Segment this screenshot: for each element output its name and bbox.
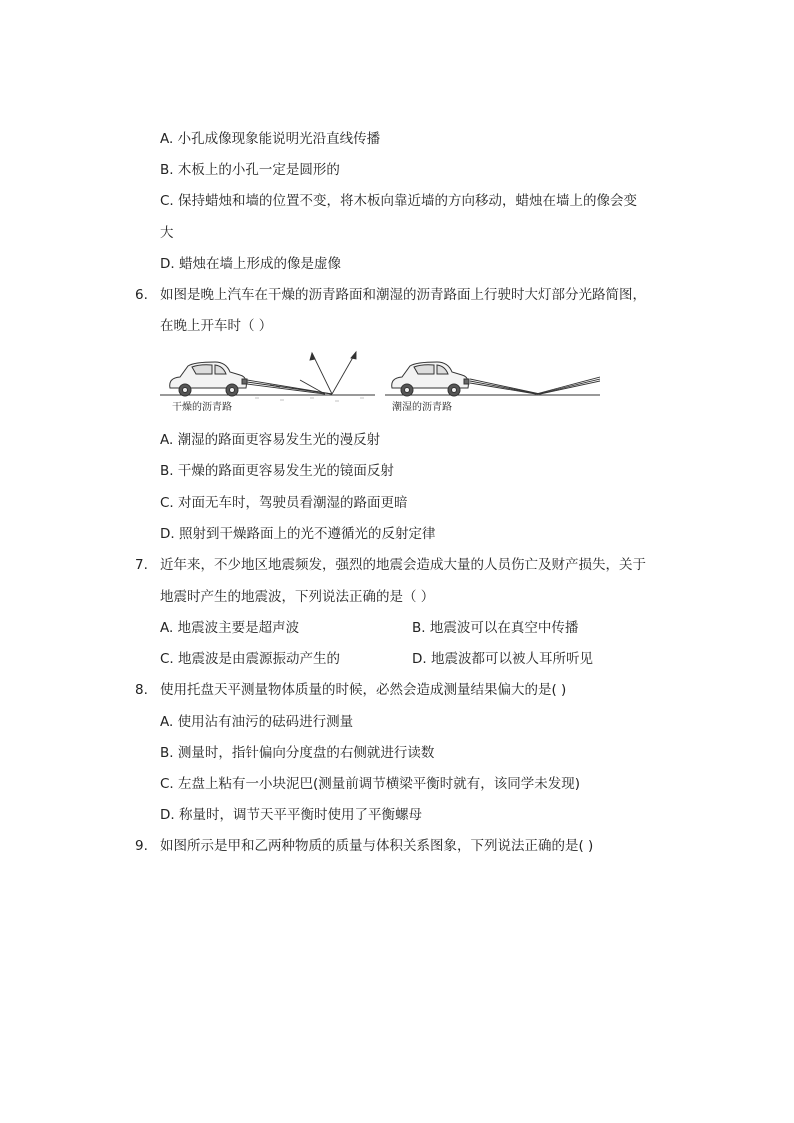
car-icon-left (170, 362, 247, 396)
q7-option-d: D. 地震波都可以被人耳所听见 (412, 651, 593, 667)
figure-label-dry-road: 干燥的沥青路 (172, 402, 232, 413)
q9-stem: 如图所示是甲和乙两种物质的质量与体积关系图象，下列说法正确的是( ) (160, 838, 594, 854)
q8-option-d: D. 称量时，调节天平平衡时使用了平衡螺母 (160, 807, 422, 823)
q6-option-b: B. 干燥的路面更容易发生光的镜面反射 (160, 463, 394, 479)
q5-option-a: A. 小孔成像现象能说明光沿直线传播 (160, 131, 381, 147)
q5-option-c-line2: 大 (160, 225, 174, 241)
q7-stem-line2: 地震时产生的地震波，下列说法正确的是（ ） (160, 589, 435, 605)
q7-number: 7. (135, 557, 148, 573)
q5-option-c-line1: C. 保持蜡烛和墙的位置不变，将木板向靠近墙的方向移动，蜡烛在墙上的像会变 (160, 193, 638, 209)
q7-option-a: A. 地震波主要是超声波 (160, 620, 300, 636)
car-icon-right (392, 362, 469, 396)
q8-option-c: C. 左盘上粘有一小块泥巴(测量前调节横梁平衡时就有，该同学未发现) (160, 776, 581, 792)
dry-light-rays (247, 352, 356, 394)
q8-stem: 使用托盘天平测量物体质量的时候，必然会造成测量结果偏大的是( ) (160, 682, 567, 698)
q7-option-b: B. 地震波可以在真空中传播 (412, 620, 579, 636)
wet-light-rays (470, 377, 600, 394)
q6-stem-line1: 如图是晚上汽车在干燥的沥青路面和潮湿的沥青路面上行驶时大灯部分光路简图， (160, 287, 646, 303)
q7-option-c: C. 地震波是由震源振动产生的 (160, 651, 341, 667)
figure-label-wet-road: 潮湿的沥青路 (392, 402, 452, 413)
wet-road-scene (385, 362, 600, 396)
q7-stem-line1: 近年来，不少地区地震频发，强烈的地震会造成大量的人员伤亡及财产损失，关于 (160, 557, 646, 573)
q8-option-b: B. 测量时，指针偏向分度盘的右侧就进行读数 (160, 745, 435, 761)
q6-option-c: C. 对面无车时，驾驶员看潮湿的路面更暗 (160, 495, 408, 511)
q5-option-b: B. 木板上的小孔一定是圆形的 (160, 162, 340, 178)
dry-road-scene (160, 352, 375, 401)
q5-option-d: D. 蜡烛在墙上形成的像是虚像 (160, 256, 341, 272)
q6-option-d: D. 照射到干燥路面上的光不遵循光的反射定律 (160, 526, 436, 542)
q9-number: 9. (135, 838, 148, 854)
q6-number: 6. (135, 287, 148, 303)
q6-option-a: A. 潮湿的路面更容易发生光的漫反射 (160, 432, 381, 448)
q6-figure (160, 350, 600, 420)
q6-stem-line2: 在晚上开车时（ ） (160, 318, 273, 334)
q8-option-a: A. 使用沾有油污的砝码进行测量 (160, 714, 354, 730)
q8-number: 8. (135, 682, 148, 698)
